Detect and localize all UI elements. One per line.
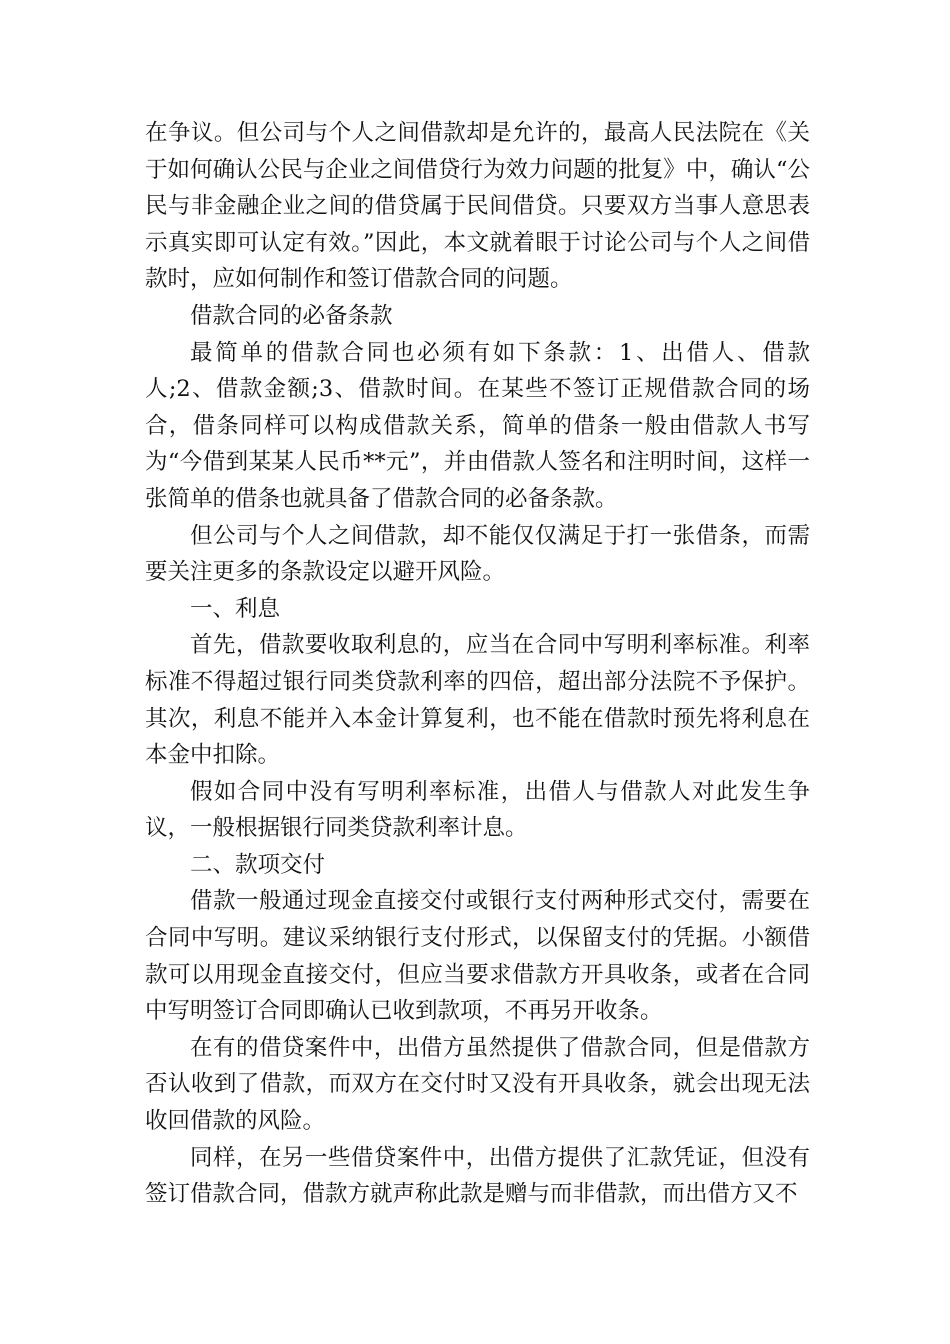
paragraph-gift-claim: 同样，在另一些借贷案件中，出借方提供了汇款凭证，但没有签订借款合同，借款方就声称此款是赠与而非借款，而出借方又不 (145, 1144, 810, 1208)
paragraph-simplest-contract: 最简单的借款合同也必须有如下条款：1、出借人、借款人;2、借款金额;3、借款时间。在某些不签订正规借款合同的场合，借条同样可以构成借款关系，简单的借条一般由借款人书写为“今借到某某人民币**元”，并由借款人签名和注明时间，这样一张简单的借条也就具备了借款合同的必备条款。 (145, 339, 810, 512)
document-body (145, 115, 810, 1213)
paragraph-intro-continuation: 在争议。但公司与个人之间借款却是允许的，最高人民法院在《关于如何确认公民与企业之间借贷行为效力问题的批复》中，确认“公民与非金融企业之间的借贷属于民间借贷。只要双方当事人意思表示真实即可认定有效。”因此，本文就着眼于讨论公司与个人之间借款时，应如何制作和签订借款合同的问题。 (145, 120, 810, 293)
paragraph-company-individual: 但公司与个人之间借款，却不能仅仅满足于打一张借条，而需要关注更多的条款设定以避开风险。 (145, 522, 810, 586)
section-heading-interest: 一、利息 (190, 595, 281, 622)
paragraph-payment-methods: 借款一般通过现金直接交付或银行支付两种形式交付，需要在合同中写明。建议采纳银行支付形式，以保留支付的凭据。小额借款可以用现金直接交付，但应当要求借款方开具收条，或者在合同中写明签订合同即确认已收到款项，不再另开收条。 (145, 888, 810, 1025)
paragraph-interest-dispute: 假如合同中没有写明利率标准，出借人与借款人对此发生争议，一般根据银行同类贷款利率计息。 (145, 778, 810, 842)
paragraph-interest-rate: 首先，借款要收取利息的，应当在合同中写明利率标准。利率标准不得超过银行同类贷款利率的四倍，超出部分法院不予保护。其次，利息不能并入本金计算复利，也不能在借款时预先将利息在本金中扣除。 (145, 632, 810, 769)
paragraph-payment-denial-risk: 在有的借贷案件中，出借方虽然提供了借款合同，但是借款方否认收到了借款，而双方在交付时又没有开具收条，就会出现无法收回借款的风险。 (145, 1034, 810, 1135)
section-heading-payment: 二、款项交付 (190, 851, 326, 878)
section-heading-required-clauses: 借款合同的必备条款 (190, 302, 393, 329)
